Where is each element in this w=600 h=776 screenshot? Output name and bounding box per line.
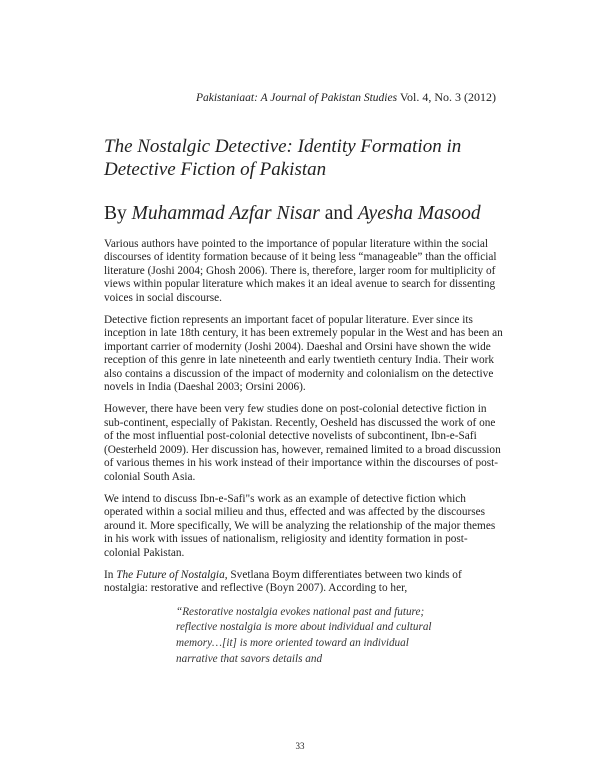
author-1: Muhammad Azfar Nisar xyxy=(131,203,320,224)
byline xyxy=(104,203,481,225)
page-number: 33 xyxy=(295,741,305,751)
paragraph-5-lead: In xyxy=(104,568,114,581)
paragraph-2: Detective fiction represents an important facet of popular literature. Ever since its inception in late 18th century, it has been extremely popular in the West and has been an important carrier of modernity (Joshi 2004). Daeshal and Orsini have shown the wide reception of this genre in late nineteenth and early twentieth century India. Their work also contains a discussion of the impact of modernity and colonialism on the detective novels in India (Daeshal 2003; Orsini 2006). xyxy=(104,314,503,394)
running-header xyxy=(196,90,496,105)
paragraph-5 xyxy=(104,569,504,596)
journal-volume: Vol. 4, No. 3 (2012) xyxy=(399,90,496,104)
journal-name: Pakistaniaat: A Journal of Pakistan Studies xyxy=(195,92,398,104)
byline-by: By xyxy=(104,203,127,224)
paragraph-3: However, there have been very few studies done on post-colonial detective fiction in sub-continent, especially of Pakistan. Recently, Oesheld has discussed the work of one of the most influential post-colonial detective novelists of subcontinent, Ibn-e-Safi (Oesterheld 2009). Her discussion has, however, remained limited to a broad discussion of various themes in his work instead of their importance within the discourses of post-colonial South Asia. xyxy=(104,403,501,483)
paragraph-5-rest: , Svetlana Boym differentiates between two kinds of nostalgia: restorative and reflective (Boyn 2007). According to her, xyxy=(104,568,462,595)
article-body xyxy=(104,238,504,667)
paragraph-1: Various authors have pointed to the importance of popular literature within the social discourses of identity formation because of it being less “manageable” than the official literature (Joshi 2004; Ghosh 2006). There is, therefore, larger room for multiplicity of views within popular literature which makes it an ideal avenue to search for dissenting voices in social discourse. xyxy=(104,238,497,304)
paragraph-4: We intend to discuss Ibn-e-Safi"s work as an example of detective fiction which operated within a social milieu and thus, effected and was affected by the discourses around it. More specifically, We will be analyzing the relationship of the major themes in his work with issues of nationalism, religiosity and identity formation in post-colonial Pakistan. xyxy=(104,492,496,559)
author-2: Ayesha Masood xyxy=(357,203,481,224)
block-quote: “Restorative nostalgia evokes national past and future; reflective nostalgia is more about individual and cultural memory…[it] is more oriented toward an individual narrative that savors details and xyxy=(176,605,432,665)
article-title: The Nostalgic Detective: Identity Formation in Detective Fiction of Pakistan xyxy=(104,136,462,180)
book-title: The Future of Nostalgia xyxy=(116,568,225,581)
byline-and: and xyxy=(324,203,353,224)
